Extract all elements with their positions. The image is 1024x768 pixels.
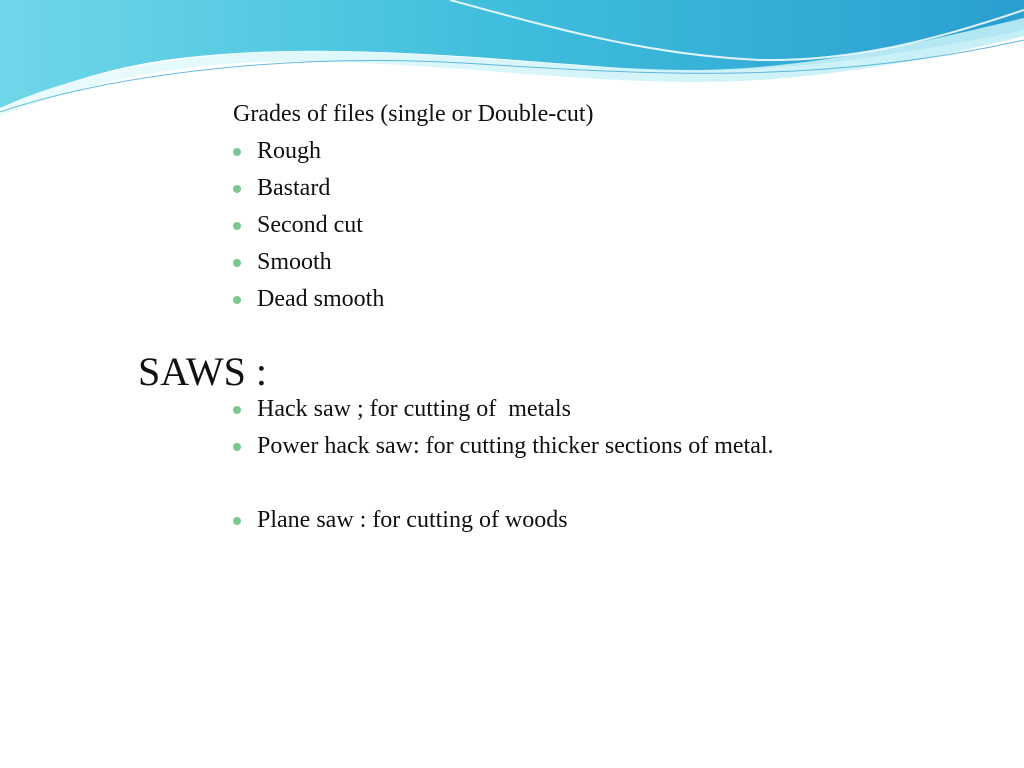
grades-list — [233, 133, 384, 318]
grades-intro-text: Grades of files (single or Double-cut) — [233, 101, 594, 127]
list-item: Dead smooth — [233, 281, 384, 318]
saws-list — [233, 391, 774, 539]
bullet-icon — [233, 517, 241, 525]
list-item: Second cut — [233, 207, 384, 244]
saws-heading: SAWS : — [138, 349, 268, 394]
bullet-icon — [233, 185, 241, 193]
list-item: Power hack saw: for cutting thicker sections of metal. — [233, 428, 774, 465]
bullet-icon — [233, 259, 241, 267]
bullet-icon — [233, 443, 241, 451]
bullet-icon — [233, 296, 241, 304]
list-item: Plane saw : for cutting of woods — [233, 502, 774, 539]
list-item: Rough — [233, 133, 384, 170]
bullet-icon — [233, 148, 241, 156]
list-item: Smooth — [233, 244, 384, 281]
list-item: Hack saw ; for cutting of metals — [233, 391, 774, 428]
bullet-icon — [233, 406, 241, 414]
bullet-icon — [233, 222, 241, 230]
list-item: Bastard — [233, 170, 384, 207]
